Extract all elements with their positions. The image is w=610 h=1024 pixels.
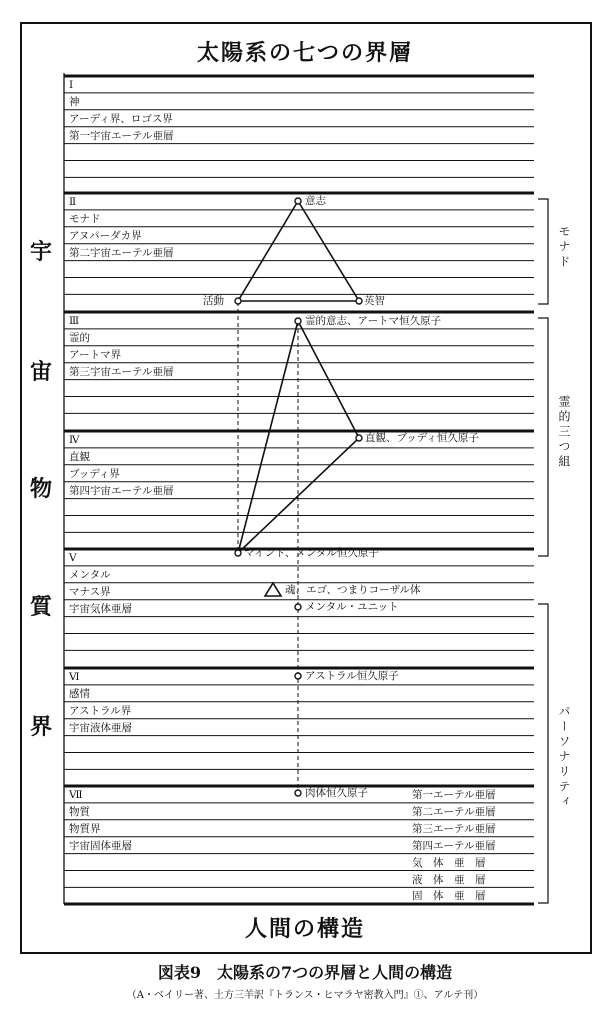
side-char: 宇 [30, 239, 53, 265]
plane-label: 物質界 [69, 822, 101, 835]
plane-label: ブッディ界 [69, 467, 120, 480]
side-char: 質 [30, 594, 53, 620]
physical-subplane-label: 液 体 亜 層 [412, 873, 486, 886]
plane-label: 宇宙液体亜層 [69, 721, 132, 734]
plane-label: 第二宇宙エーテル亜層 [69, 246, 174, 259]
side-char: 界 [30, 714, 53, 740]
node-label-intuition: 直観、ブッディ恒久原子 [365, 432, 479, 444]
plane-label: 直観 [69, 450, 90, 463]
node-label-mind: マインド、メンタル恒久原子 [244, 547, 379, 559]
plane-label: 霊的 [69, 331, 90, 344]
physical-subplane-label: 気 体 亜 層 [412, 856, 486, 869]
node-label-will: 意志 [305, 195, 326, 207]
plane-label: アートマ界 [69, 348, 122, 361]
node-label-activity: 活動 [203, 295, 224, 307]
plane-label: アストラル界 [69, 704, 132, 717]
node-circle [295, 673, 301, 679]
plane-label: モナド [69, 212, 101, 225]
bracket-label-personality: パーソナリティ [557, 705, 571, 810]
monad-bracket [538, 199, 548, 304]
plane-numeral: Ⅴ [69, 552, 77, 564]
node-circle [295, 604, 301, 610]
plane-label: 宇宙気体亜層 [69, 602, 132, 615]
plane-numeral: Ⅲ [69, 315, 80, 327]
diagram-title: 太陽系の七つの界層 [196, 40, 413, 66]
triad-bracket [538, 318, 548, 556]
node-label-mental-unit: メンタル・ユニット [305, 601, 399, 613]
node-circle [235, 298, 241, 304]
figure-caption: 図表9 太陽系の7つの界層と人間の構造 [157, 963, 453, 982]
node-circle [295, 198, 301, 204]
plane-label: アーディ界、ロゴス界 [69, 112, 173, 125]
soul-triangle-icon [265, 583, 281, 596]
plane-label: 神 [69, 95, 80, 108]
figure-source: （A・ベイリー著、土方三羊訳『トランス・ヒマラヤ密教入門』①、アルテ刊） [126, 990, 484, 1001]
plane-label: 宇宙固体亜層 [69, 839, 132, 852]
node-circle [295, 790, 301, 796]
plane-label: マナス界 [69, 585, 111, 598]
node-label-astral: アストラル恒久原子 [305, 670, 399, 682]
physical-subplane-label: 第二エーテル亜層 [412, 805, 496, 818]
physical-subplane-label: 第四エーテル亜層 [412, 839, 496, 852]
bracket-label-monad: モナド [557, 225, 571, 270]
bracket-label-triad: 霊的三つ組 [557, 395, 571, 470]
monad-triangle [238, 201, 359, 301]
plane-numeral: Ⅳ [69, 434, 80, 446]
node-label-physical: 肉体恒久原子 [305, 787, 368, 799]
plane-label: 物質 [69, 805, 90, 818]
physical-subplane-label: 固 体 亜 層 [412, 890, 486, 903]
plane-numeral: Ⅶ [69, 789, 83, 801]
personality-bracket [538, 604, 548, 903]
node-circle [235, 550, 241, 556]
plane-label: アヌパーダカ界 [69, 229, 142, 242]
physical-subplane-label: 第一エーテル亜層 [412, 789, 496, 801]
node-label-soul: 魂、エゴ、つまりコーザル体 [285, 584, 421, 596]
node-circle [356, 435, 362, 441]
side-char: 宙 [30, 359, 53, 385]
plane-numeral: Ⅱ [69, 196, 77, 208]
bottom-title: 人間の構造 [244, 916, 365, 942]
side-char: 物 [30, 476, 53, 502]
node-label-wisdom: 英智 [364, 295, 385, 307]
plane-numeral: Ⅰ [69, 79, 74, 91]
node-circle [356, 298, 362, 304]
plane-label: メンタル [69, 568, 111, 581]
plane-label: 感情 [69, 687, 90, 700]
plane-numeral: Ⅵ [69, 671, 80, 683]
plane-label: 第一宇宙エーテル亜層 [69, 129, 174, 142]
node-label-spiritual-will: 霊的意志、アートマ恒久原子 [305, 315, 442, 327]
node-circle [295, 318, 301, 324]
plane-label: 第三宇宙エーテル亜層 [69, 365, 174, 378]
plane-label: 第四宇宙エーテル亜層 [69, 484, 174, 497]
physical-subplane-label: 第三エーテル亜層 [412, 822, 496, 835]
